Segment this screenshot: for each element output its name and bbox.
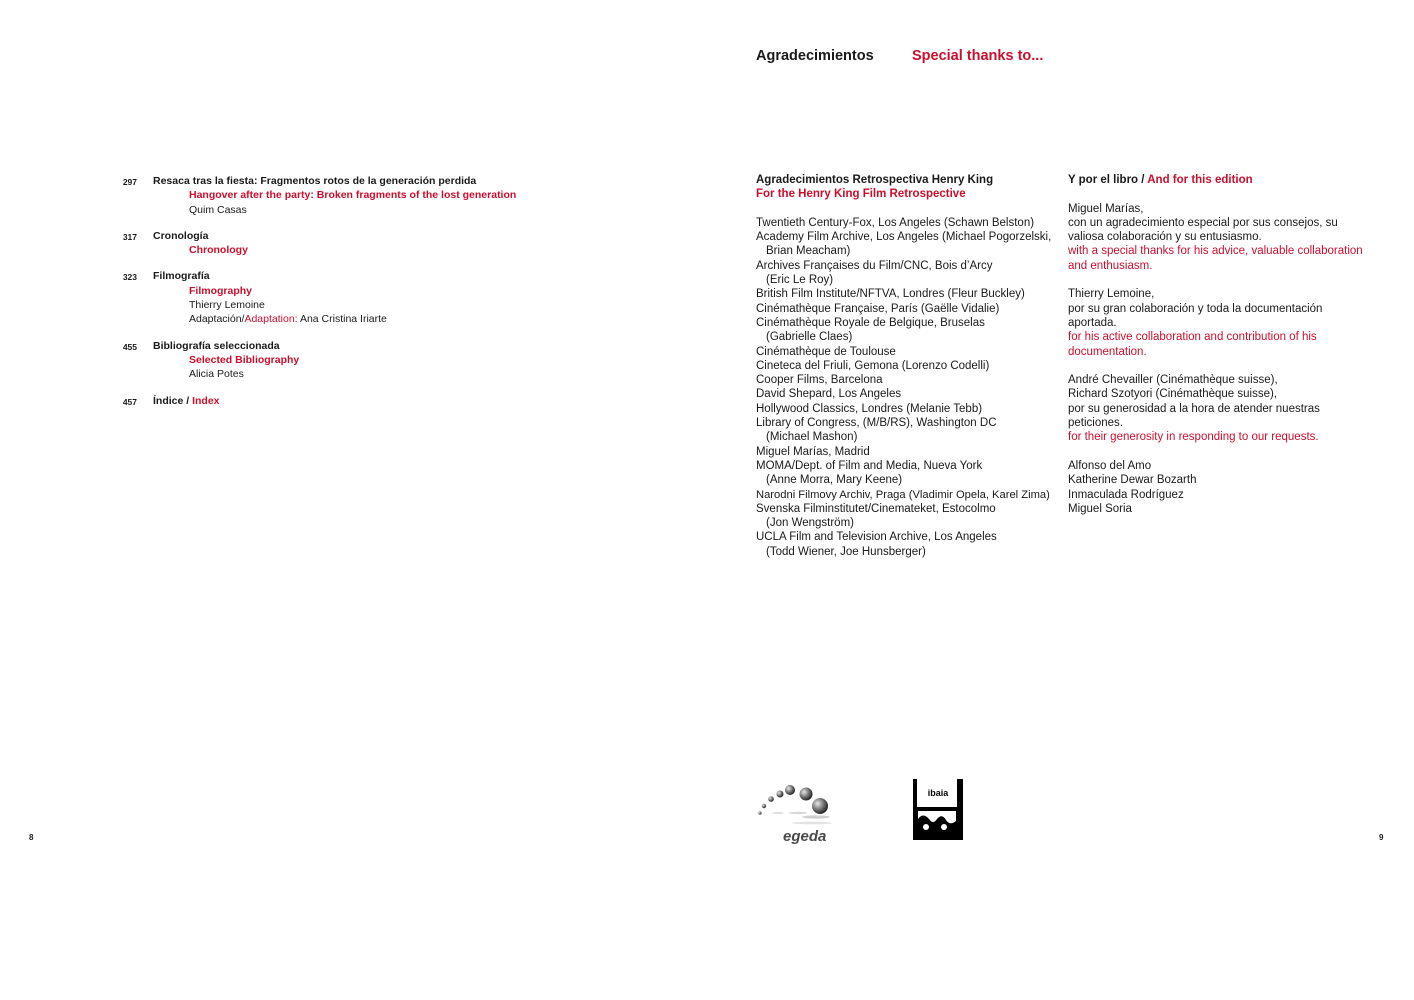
- thanks-line: peticiones.: [1068, 417, 1123, 430]
- toc-entry[interactable]: [108, 394, 668, 408]
- toc-title-es: Índice /: [153, 394, 193, 407]
- toc-page-number: 317: [122, 231, 137, 242]
- book-title: [1068, 173, 1378, 187]
- toc-title: Resaca tras la fiesta: Fragmentos rotos de la generación perdida: [153, 175, 477, 187]
- thanks-line: valiosa colaboración y su entusiasmo.: [1068, 231, 1262, 244]
- thanks-line: por su gran colaboración y toda la documentación: [1068, 302, 1323, 315]
- toc-page-number: 455: [122, 341, 137, 352]
- thanks-line: (Gabrielle Claes): [766, 331, 853, 344]
- thanks-line: Richard Szotyori (Cinémathèque suisse),: [1068, 388, 1278, 401]
- book-title-en: And for this edition: [1147, 174, 1253, 186]
- toc-page-number: 297: [122, 177, 137, 187]
- page-number-left: 8: [29, 833, 34, 842]
- toc-title: Bibliografía seleccionada: [153, 339, 280, 352]
- toc-author: Thierry Lemoine: [189, 299, 265, 312]
- toc-title-en: Selected Bibliography: [189, 353, 300, 366]
- thanks-line: Cinémathèque Royale de Belgique, Bruselas: [756, 316, 985, 329]
- thanks-line: Miguel Marías,: [1068, 202, 1144, 215]
- toc-title: [153, 394, 668, 408]
- thanks-line: Cineteca del Friuli, Gemona (Lorenzo Codelli): [756, 359, 990, 372]
- thanks-line-en: for their generosity in responding to our requests.: [1068, 431, 1319, 444]
- toc-title-en: Chronology: [189, 244, 248, 257]
- ibaia-wordmark: ibaia: [927, 788, 949, 798]
- retro-title-es: Agradecimientos Retrospectiva Henry King: [756, 174, 994, 186]
- adaptation-label-en: Adaptation:: [244, 313, 298, 326]
- thanks-line: con un agradecimiento especial por sus consejos, su: [1068, 216, 1338, 229]
- retro-title-en: For the Henry King Film Retrospective: [756, 188, 966, 201]
- page-heading-en: Special thanks to...: [912, 48, 1044, 64]
- toc-page-number: 323: [122, 272, 137, 283]
- toc-title-en: Filmography: [189, 284, 253, 297]
- thanks-line: aportada.: [1068, 316, 1117, 329]
- retrospective-thanks: [756, 173, 1056, 559]
- toc-title-en: Index: [192, 394, 220, 407]
- thanks-line: Thierry Lemoine,: [1068, 288, 1155, 301]
- thanks-line-en: documentation.: [1068, 345, 1147, 358]
- thanks-line: Cinémathèque de Toulouse: [756, 345, 896, 358]
- thanks-line: David Shepard, Los Angeles: [756, 388, 902, 401]
- thanks-line: (Jon Wengström): [766, 517, 854, 530]
- thanks-line: (Todd Wiener, Joe Hunsberger): [766, 545, 926, 558]
- thanks-line: Brian Meacham): [766, 245, 851, 258]
- thanks-line: por su generosidad a la hora de atender nuestras: [1068, 402, 1320, 415]
- thanks-line: UCLA Film and Television Archive, Los Angeles: [756, 531, 997, 544]
- thanks-line: Miguel Soria: [1068, 502, 1132, 515]
- thanks-line: Library of Congress, (M/B/RS), Washington DC: [756, 417, 997, 430]
- table-of-contents: [108, 174, 668, 420]
- page-heading-es: Agradecimientos: [756, 48, 874, 64]
- thanks-line: Narodni Filmovy Archiv, Praga (Vladimir Opela, Karel Zima): [756, 488, 1050, 501]
- page-number-right: 9: [1379, 833, 1384, 842]
- toc-entry[interactable]: [108, 269, 668, 326]
- egeda-logo: [756, 782, 860, 844]
- thanks-line: Archives Françaises du Film/CNC, Bois d’Arcy: [756, 259, 993, 272]
- thanks-line: Katherine Dewar Bozarth: [1068, 474, 1197, 487]
- thanks-line: (Eric Le Roy): [766, 274, 834, 287]
- thanks-line-en: with a special thanks for his advice, valuable collaboration: [1068, 245, 1363, 258]
- ibaia-logo-graphic: [913, 779, 963, 840]
- toc-author: Quim Casas: [189, 203, 247, 216]
- toc-adaptation: [153, 312, 668, 326]
- thanks-line: British Film Institute/NFTVA, Londres (Fleur Buckley): [756, 288, 1025, 301]
- book-title-es: Y por el libro /: [1068, 174, 1148, 186]
- thanks-line: Svenska Filminstitutet/Cinemateket, Estocolmo: [756, 502, 996, 515]
- toc-page-number: 457: [122, 396, 137, 407]
- thanks-line-en: and enthusiasm.: [1068, 259, 1153, 272]
- thanks-line: Cooper Films, Barcelona: [756, 374, 883, 387]
- thanks-line: Inmaculada Rodríguez: [1068, 488, 1184, 501]
- thanks-line: Alfonso del Amo: [1068, 459, 1152, 472]
- thanks-line: Miguel Marías, Madrid: [756, 445, 870, 458]
- toc-entry[interactable]: [108, 229, 668, 258]
- ibaia-logo: [913, 779, 963, 840]
- adaptation-name: Ana Cristina Iriarte: [297, 313, 387, 326]
- toc-title: Filmografía: [153, 270, 210, 283]
- thanks-line: Twentieth Century-Fox, Los Angeles (Schawn Belston): [756, 216, 1035, 229]
- toc-entry[interactable]: [108, 339, 668, 382]
- thanks-line: (Michael Mashon): [766, 431, 858, 444]
- toc-entry[interactable]: [108, 174, 668, 217]
- thanks-line: Hollywood Classics, Londres (Melanie Tebb): [756, 402, 983, 415]
- thanks-line: MOMA/Dept. of Film and Media, Nueva York: [756, 459, 983, 472]
- thanks-line-en: for his active collaboration and contribution of his: [1068, 331, 1317, 344]
- thanks-line: Academy Film Archive, Los Angeles (Michael Pogorzelski,: [756, 231, 1052, 244]
- toc-title-en: Hangover after the party: Broken fragments of the lost generation: [189, 189, 517, 202]
- thanks-line: Cinémathèque Française, París (Gaëlle Vidalie): [756, 302, 1000, 315]
- thanks-line: (Anne Morra, Mary Keene): [766, 474, 903, 487]
- adaptation-label-es: Adaptación/: [189, 313, 245, 326]
- book-thanks: [1068, 173, 1378, 516]
- egeda-wordmark: egeda: [783, 828, 827, 844]
- thanks-line: André Chevailler (Cinémathèque suisse),: [1068, 374, 1278, 387]
- egeda-logo-graphic: [756, 782, 860, 844]
- toc-author: Alicia Potes: [189, 368, 244, 381]
- toc-title: Cronología: [153, 229, 209, 242]
